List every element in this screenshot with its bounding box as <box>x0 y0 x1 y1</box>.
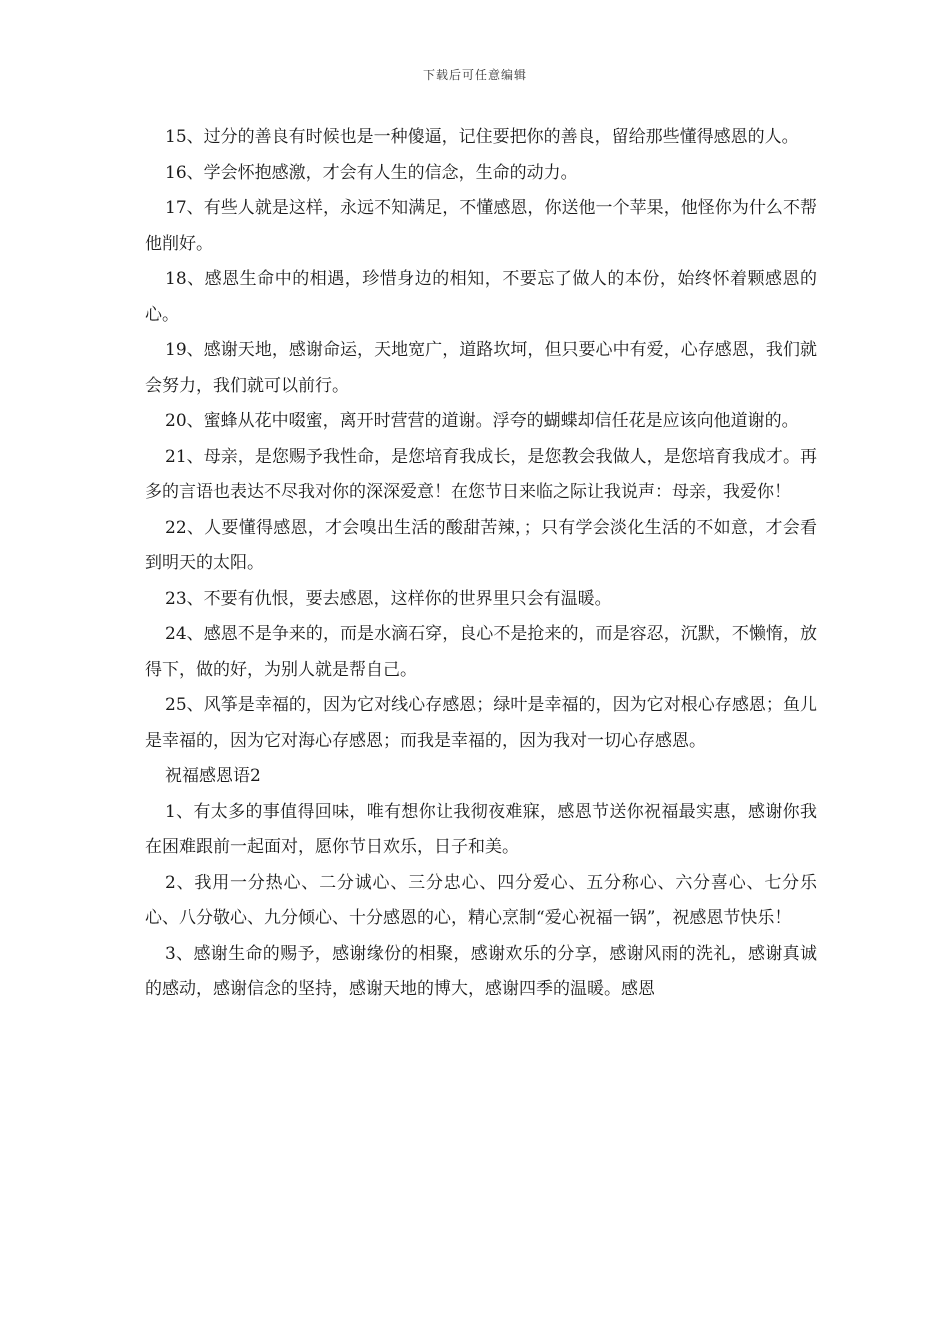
paragraph-21: 21、母亲，是您赐予我性命，是您培育我成长，是您教会我做人，是您培育我成才。再多的言语也表达不尽我对你的深深爱意！在您节日来临之际让我说声：母亲，我爱你！ <box>145 446 817 502</box>
page-header-note: 下载后可任意编辑 <box>422 68 527 82</box>
paragraph-22: 22、人要懂得感恩，才会嗅出生活的酸甜苦辣，；只有学会淡化生活的不如意，才会看到明天的太阳。 <box>145 517 817 573</box>
document-body <box>145 120 817 1008</box>
paragraph-19: 19、感谢天地，感谢命运，天地宽广，道路坎坷，但只要心中有爱，心存感恩，我们就会努力，我们就可以前行。 <box>145 340 817 396</box>
paragraph-24: 24、感恩不是争来的，而是水滴石穿，良心不是抢来的，而是容忍，沉默，不懒惰，放得下，做的好，为别人就是帮自己。 <box>145 624 817 680</box>
paragraph-23: 23、不要有仇恨，要去感恩，这样你的世界里只会有温暖。 <box>165 588 612 609</box>
blessing-paragraph-3: 3、感谢生命的赐予，感谢缘份的相聚，感谢欢乐的分享，感谢风雨的洗礼，感谢真诚的感动，感谢信念的坚持，感谢天地的博大，感谢四季的温暖。感恩 <box>145 943 817 999</box>
blessing-paragraph-2: 2、我用一分热心、二分诚心、三分忠心、四分爱心、五分称心、六分喜心、七分乐心、八分敬心、九分倾心、十分感恩的心，精心烹制“爱心祝福一锅”，祝感恩节快乐！ <box>145 872 817 928</box>
paragraph-25: 25、风筝是幸福的，因为它对线心存感恩；绿叶是幸福的，因为它对根心存感恩；鱼儿是幸福的，因为它对海心存感恩；而我是幸福的，因为我对一切心存感恩。 <box>145 695 817 751</box>
paragraph-18: 18、感恩生命中的相遇，珍惜身边的相知，不要忘了做人的本份，始终怀着颗感恩的心。 <box>145 269 817 325</box>
paragraph-17: 17、有些人就是这样，永远不知满足，不懂感恩，你送他一个苹果，他怪你为什么不帮他削好。 <box>145 198 817 254</box>
blessing-paragraph-1: 1、有太多的事值得回味，唯有想你让我彻夜难寐，感恩节送你祝福最实惠，感谢你我在困难跟前一起面对，愿你节日欢乐，日子和美。 <box>145 801 817 857</box>
paragraph-16: 16、学会怀抱感激，才会有人生的信念，生命的动力。 <box>165 162 578 183</box>
paragraph-15: 15、过分的善良有时候也是一种傻逼，记住要把你的善良，留给那些懂得感恩的人。 <box>165 127 799 147</box>
paragraph-20: 20、蜜蜂从花中啜蜜，离开时营营的道谢。浮夸的蝴蝶却信任花是应该向他道谢的。 <box>165 411 799 431</box>
section-title: 祝福感恩语2 <box>165 766 261 786</box>
